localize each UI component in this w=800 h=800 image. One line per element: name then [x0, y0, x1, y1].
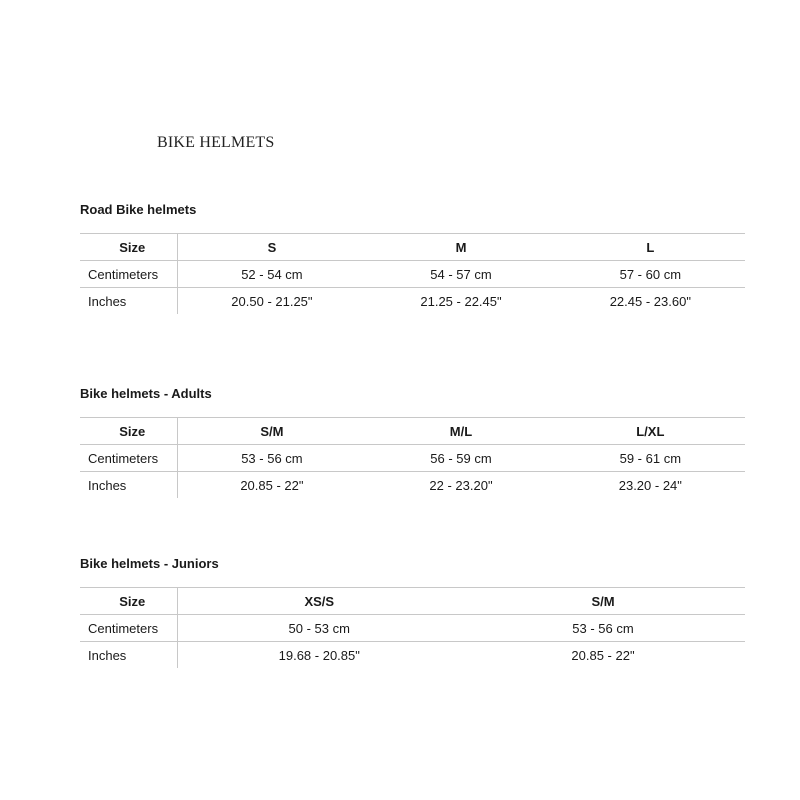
- table-cell: 20.85 - 22": [571, 647, 635, 663]
- table-row: [80, 261, 745, 288]
- header-cell: M/L: [449, 423, 473, 439]
- header-cell-size: Size: [80, 234, 177, 261]
- table-cell: 22.45 - 23.60": [609, 293, 691, 309]
- table-cell: 52 - 54 cm: [241, 266, 303, 282]
- section-title: Road Bike helmets: [80, 202, 197, 217]
- row-label: Centimeters: [80, 615, 177, 642]
- table-cell: 23.20 - 24": [618, 477, 682, 493]
- header-cell: M: [455, 239, 467, 255]
- table-header-row: [80, 588, 745, 615]
- header-cell: L: [646, 239, 655, 255]
- table-cell: 20.50 - 21.25": [231, 293, 313, 309]
- table-cell: 59 - 61 cm: [619, 450, 682, 466]
- table-cell: 50 - 53 cm: [288, 620, 350, 636]
- table-cell: 21.25 - 22.45": [420, 293, 502, 309]
- size-table-road: [80, 233, 745, 314]
- header-cell: S: [267, 239, 277, 255]
- table-cell: 57 - 60 cm: [619, 266, 682, 282]
- table-header-row: [80, 418, 745, 445]
- row-label: Centimeters: [80, 261, 177, 288]
- section-title: Bike helmets - Adults: [80, 386, 212, 401]
- size-table-juniors: [80, 587, 745, 668]
- table-row: [80, 288, 745, 315]
- section-bike-helmets-juniors: [80, 556, 745, 668]
- header-cell-size: Size: [80, 588, 177, 615]
- row-label: Centimeters: [80, 445, 177, 472]
- table-row: [80, 445, 745, 472]
- table-cell: 20.85 - 22": [240, 477, 304, 493]
- header-cell: L/XL: [636, 423, 665, 439]
- row-label: Inches: [80, 288, 177, 315]
- header-cell: S/M: [591, 593, 615, 609]
- row-label: Inches: [80, 642, 177, 669]
- table-cell: 22 - 23.20": [429, 477, 493, 493]
- header-cell: S/M: [260, 423, 284, 439]
- section-bike-helmets-adults: [80, 386, 745, 498]
- section-road-bike-helmets: [80, 202, 745, 314]
- table-cell: 19.68 - 20.85": [278, 647, 360, 663]
- section-title: Bike helmets - Juniors: [80, 556, 219, 571]
- table-cell: 54 - 57 cm: [430, 266, 492, 282]
- table-row: [80, 615, 745, 642]
- size-table-adults: [80, 417, 745, 498]
- table-cell: 53 - 56 cm: [241, 450, 303, 466]
- header-cell: XS/S: [304, 593, 335, 609]
- table-cell: 53 - 56 cm: [572, 620, 634, 636]
- table-row: [80, 642, 745, 669]
- header-cell-size: Size: [80, 418, 177, 445]
- table-header-row: [80, 234, 745, 261]
- page-title: BIKE HELMETS: [157, 134, 275, 151]
- table-row: [80, 472, 745, 499]
- table-cell: 56 - 59 cm: [430, 450, 492, 466]
- row-label: Inches: [80, 472, 177, 499]
